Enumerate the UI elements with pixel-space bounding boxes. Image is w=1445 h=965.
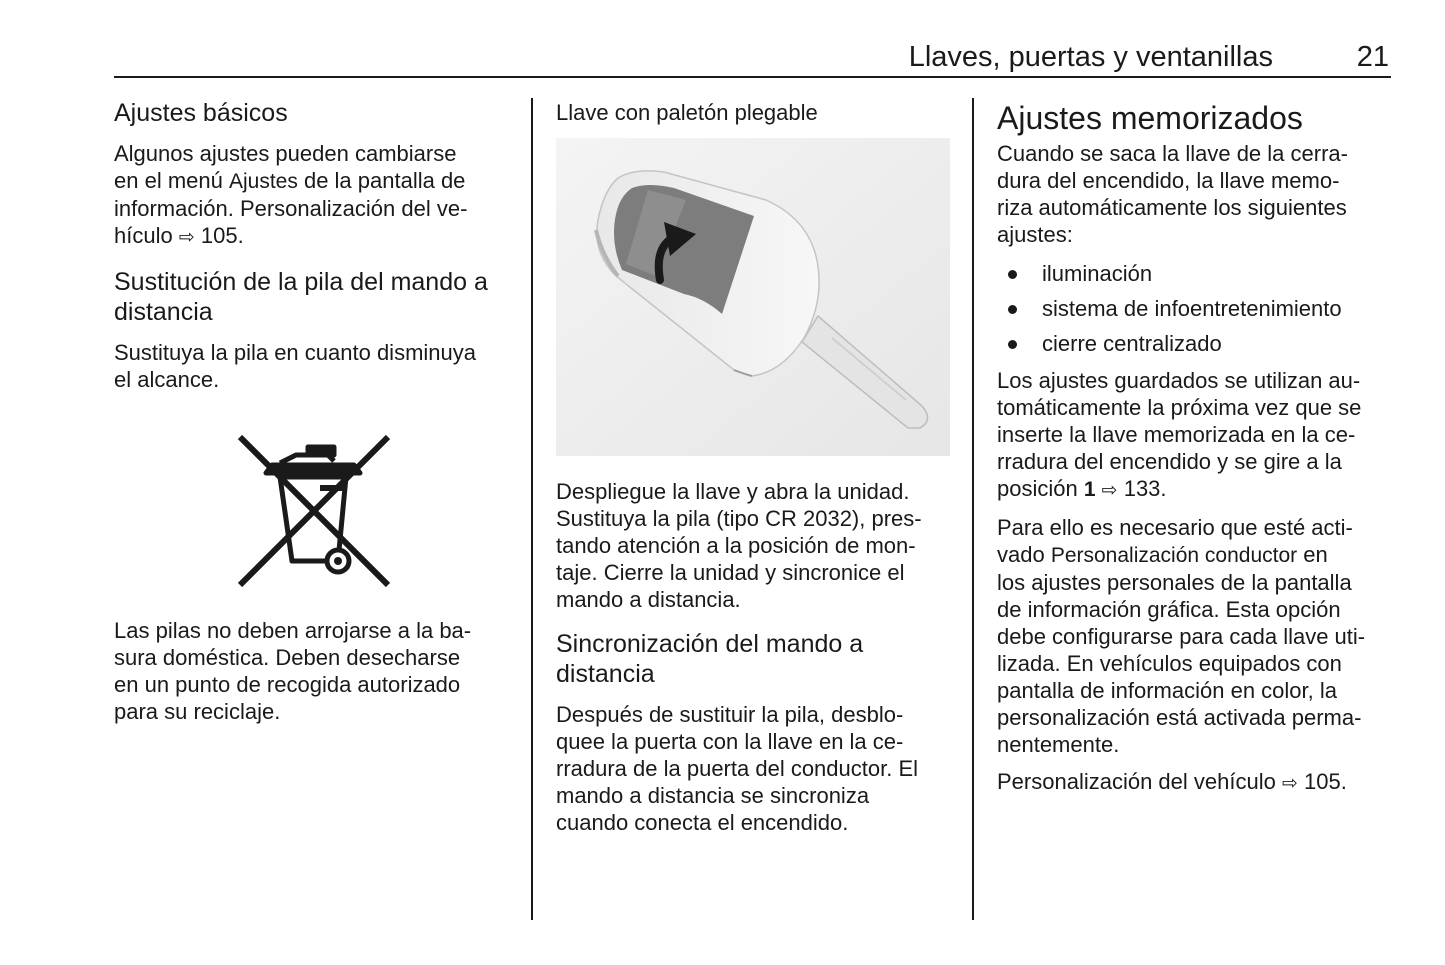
text-line: tomáticamente la próxima vez que se xyxy=(997,395,1362,420)
text-line: Los ajustes guardados se utilizan au- xyxy=(997,368,1361,393)
text-line: Personalización del vehículo xyxy=(997,769,1282,794)
text-line: debe configurarse para cada llave uti- xyxy=(997,624,1366,649)
figure-caption: Llave con paletón plegable xyxy=(556,100,818,125)
text-line: nentemente. xyxy=(997,732,1120,757)
text-line: inserte la llave memorizada en la ce- xyxy=(997,422,1356,447)
page-header xyxy=(114,38,1391,78)
crossed-out-wheelie-bin-icon xyxy=(236,433,392,589)
text-line: los ajustes personales de la pantalla xyxy=(997,570,1352,595)
list-item-label: sistema de infoentretenimiento xyxy=(1042,296,1342,321)
text-line: tando atención a la posición de mon- xyxy=(556,533,916,558)
text-line: posición xyxy=(997,476,1084,501)
bullet-icon xyxy=(1008,340,1017,349)
heading-line: Sincronización del mando a xyxy=(556,630,864,658)
text-line: Cuando se saca la llave de la cerra- xyxy=(997,141,1348,166)
page-ref-link[interactable]: 133. xyxy=(1123,476,1167,501)
text-line: dura del encendido, la llave memo- xyxy=(997,168,1340,193)
bullet-icon xyxy=(1008,305,1017,314)
menu-name-ajustes: Ajustes xyxy=(228,170,298,193)
text-line: pantalla de información en color, la xyxy=(997,678,1337,703)
text-line: cuando conecta el encendido. xyxy=(556,810,849,835)
paragraph-llave-memoriza xyxy=(997,140,1397,248)
text-line: Algunos ajustes pueden cambiarse xyxy=(114,141,457,166)
list-item-label: iluminación xyxy=(1042,261,1153,286)
text-line: en xyxy=(1297,542,1328,567)
page-ref-arrow-icon: ⇨ xyxy=(1101,479,1118,501)
page-ref-arrow-icon: ⇨ xyxy=(178,226,195,248)
list-item-label: cierre centralizado xyxy=(1042,331,1222,356)
heading-ajustes-memorizados: Ajustes memorizados xyxy=(997,100,1303,136)
header-title: Llaves, puertas y ventanillas xyxy=(908,41,1273,73)
text-line: lizada. En vehículos equipados con xyxy=(997,651,1342,676)
text-line: de información gráfica. Esta opción xyxy=(997,597,1341,622)
list-item xyxy=(997,256,1397,291)
heading-line: distancia xyxy=(556,660,655,688)
paragraph-reciclaje xyxy=(114,617,514,725)
paragraph-ajustes-basicos xyxy=(114,140,514,251)
text-line: mando a distancia se sincroniza xyxy=(556,783,870,808)
text-line: Para ello es necesario que esté acti- xyxy=(997,515,1353,540)
heading-sincronizacion xyxy=(556,629,956,689)
text-line: Después de sustituir la pila, desblo- xyxy=(556,702,904,727)
text-line: vado xyxy=(997,542,1051,567)
text-line: de la pantalla de xyxy=(297,168,466,193)
column-right xyxy=(997,98,1397,797)
text-line: en el menú xyxy=(114,168,229,193)
ignition-position-value: 1 xyxy=(1083,478,1096,501)
column-divider-left xyxy=(531,98,533,920)
heading-ajustes-basicos: Ajustes básicos xyxy=(114,99,288,127)
text-line: el alcance. xyxy=(114,367,220,392)
page-number: 21 xyxy=(1356,41,1389,73)
paragraph-ajustes-guardados xyxy=(997,367,1397,504)
text-line: rradura del encendido y se gire a la xyxy=(997,449,1342,474)
text-line: personalización está activada perma- xyxy=(997,705,1362,730)
heading-sustitucion-pila xyxy=(114,267,514,327)
bullet-icon xyxy=(1008,270,1017,279)
column-divider-right xyxy=(972,98,974,920)
text-line: para su reciclaje. xyxy=(114,699,281,724)
paragraph-personalizacion-vehiculo xyxy=(997,768,1397,797)
paragraph-sustituya-pila xyxy=(114,339,514,393)
folding-key-figure xyxy=(556,138,950,456)
paragraph-sincronizacion xyxy=(556,701,956,836)
text-line: información. Personalización del ve- xyxy=(114,196,468,221)
memorized-settings-list xyxy=(997,256,1397,361)
text-line: Las pilas no deben arrojarse a la ba- xyxy=(114,618,472,643)
crossed-bin-figure xyxy=(114,393,514,589)
list-item xyxy=(997,291,1397,326)
column-middle xyxy=(556,98,956,836)
text-line: en un punto de recogida autorizado xyxy=(114,672,461,697)
text-line: Sustituya la pila (tipo CR 2032), pres- xyxy=(556,506,922,531)
page-ref-link[interactable]: 105. xyxy=(200,223,244,248)
text-line: taje. Cierre la unidad y sincronice el xyxy=(556,560,905,585)
text-line: rradura de la puerta del conductor. El xyxy=(556,756,919,781)
column-left xyxy=(114,98,514,725)
paragraph-personalizacion-conductor xyxy=(997,514,1397,758)
menu-name-personalizacion-conductor: Personalización conductor xyxy=(1050,544,1298,567)
text-line: hículo xyxy=(114,223,179,248)
text-line: quee la puerta con la llave en la ce- xyxy=(556,729,904,754)
heading-line: distancia xyxy=(114,298,213,326)
text-line: sura doméstica. Deben desecharse xyxy=(114,645,461,670)
page-ref-arrow-icon: ⇨ xyxy=(1281,772,1298,794)
text-line: Sustituya la pila en cuanto disminuya xyxy=(114,340,476,365)
text-line: mando a distancia. xyxy=(556,587,741,612)
text-line: ajustes: xyxy=(997,222,1073,247)
paragraph-despliegue xyxy=(556,478,956,613)
heading-line: Sustitución de la pila del mando a xyxy=(114,268,488,296)
text-line: riza automáticamente los siguientes xyxy=(997,195,1347,220)
text-line: Despliegue la llave y abra la unidad. xyxy=(556,479,910,504)
list-item xyxy=(997,326,1397,361)
page-ref-link[interactable]: 105. xyxy=(1304,769,1347,794)
